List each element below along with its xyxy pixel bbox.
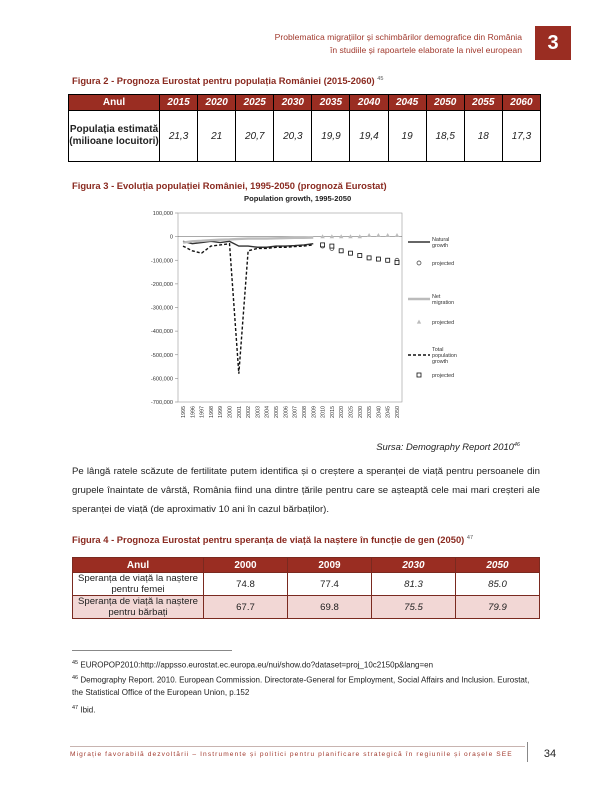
table-cell: 75.5 [372,596,456,619]
header-title-line1: Problematica migrațiilor și schimbărilor demografice din România [274,32,522,42]
x-tick-label: 2000 [227,406,234,418]
table-cell: 20,3 [274,111,312,162]
x-tick-label: 2009 [311,406,318,418]
population-forecast-table [68,94,541,162]
table-cell: 85.0 [456,573,540,596]
x-tick-label: 2005 [274,406,281,418]
data-point [348,251,352,255]
x-tick-label: 2045 [385,406,392,418]
x-tick-label: 2030 [357,406,364,418]
page-number: 34 [527,742,572,762]
x-tick-label: 2040 [376,406,383,418]
life-expectancy-table [72,557,540,619]
x-tick-label: 2008 [301,406,308,418]
table-cell: 81.3 [372,573,456,596]
table-cell: 21,3 [160,111,198,162]
footer-divider [70,746,525,747]
year-header: 2060 [502,95,540,111]
x-tick-label: 1997 [199,406,206,418]
chart-source [376,441,520,452]
chart-title: Population growth, 1995-2050 [244,194,352,203]
legend-label: projected [432,373,455,379]
year-header: 2025 [236,95,274,111]
year-header: 2030 [274,95,312,111]
y-tick-label: -200,000 [150,281,173,288]
table-cell: 67.7 [204,596,288,619]
table-cell: 19 [388,111,426,162]
row-label: Populația estimată (milioane locuitori) [69,111,160,162]
figure4-title-text: Figura 4 - Prognoza Eurostat pentru speranța de viață la naștere în funcție de gen (2050) [72,534,465,545]
x-tick-label: 2050 [395,406,401,418]
x-tick-label: 2035 [367,406,374,418]
year-column-header: Anul [73,558,204,573]
footnote-number: 46 [72,675,79,681]
x-tick-label: 2006 [283,406,290,418]
x-tick-label: 2010 [320,406,327,418]
data-point [330,244,334,248]
table-header-row [73,558,540,573]
year-column-header: Anul [69,95,160,111]
table-cell: 79.9 [456,596,540,619]
legend-swatch [417,373,421,377]
x-tick-label: 2025 [348,406,355,418]
figure2-title-text: Figura 2 - Prognoza Eurostat pentru populația României (2015-2060) [72,75,375,86]
footnote-number: 45 [72,660,79,666]
footnote-divider [72,650,232,651]
footnote-number: 47 [72,705,79,711]
table-row [73,596,540,619]
data-point [358,254,362,258]
y-tick-label: 0 [169,234,173,241]
figure4-footnote-ref: 47 [466,534,474,541]
legend-label: growth [432,359,449,365]
year-header: 2015 [160,95,198,111]
data-point [386,258,390,262]
y-tick-label: -700,000 [150,400,173,406]
chapter-number: 3 [535,26,571,60]
table-row [73,573,540,596]
row-label: Speranța de viață la naștere pentru bărbați [73,596,204,619]
data-point [321,243,325,247]
table-cell: 18 [464,111,502,162]
x-tick-label: 2003 [255,406,262,418]
footnote-text: Demography Report. 2010. European Commission. Directorate-General for Employment, Social Affairs and Inclusion. Eurostat, the Statistical Office of the European Union, p.152 [72,675,530,697]
year-header: 2040 [350,95,388,111]
legend-label: Natural [432,237,450,243]
table-cell: 21 [198,111,236,162]
x-tick-label: 1995 [181,406,187,418]
data-point [376,257,380,261]
year-header: 2030 [372,558,456,573]
table-cell: 74.8 [204,573,288,596]
x-tick-label: 2020 [339,406,346,418]
chart-source-footnote-ref: 46 [513,441,520,448]
x-tick-label: 1999 [218,406,225,418]
x-tick-label: 2001 [236,406,243,418]
y-tick-label: -300,000 [150,305,173,312]
table-row [69,111,541,162]
legend-swatch [417,320,421,324]
x-tick-label: 2007 [292,406,299,418]
y-tick-label: 100,000 [152,211,173,217]
table-cell: 77.4 [288,573,372,596]
x-tick-label: 2015 [329,406,336,418]
footnote-text: Ibid. [80,705,96,715]
figure2-footnote-ref: 45 [377,75,384,82]
year-header: 2050 [426,95,464,111]
table-cell: 19,4 [350,111,388,162]
year-header: 2035 [312,95,350,111]
population-growth-chart [130,205,470,435]
footnote [72,672,542,699]
year-header: 2050 [456,558,540,573]
legend-label: population [432,353,457,359]
figure4-title [72,534,473,545]
figure3-title: Figura 3 - Evoluția populației României, 1995-2050 (prognoză Eurostat) [72,180,387,191]
table-cell: 18,5 [426,111,464,162]
y-tick-label: -400,000 [150,329,173,336]
chart-source-text: Sursa: Demography Report 2010 [376,441,514,452]
data-point [339,249,343,253]
x-tick-label: 1998 [208,406,215,418]
table-header-row [69,95,541,111]
legend-label: projected [432,261,455,267]
x-tick-label: 2004 [264,406,271,418]
row-label: Speranța de viață la naștere pentru femei [73,573,204,596]
legend-label: Net [432,294,441,300]
y-tick-label: -600,000 [150,376,173,383]
legend-swatch [417,261,421,265]
table-cell: 17,3 [502,111,540,162]
data-point [367,256,371,260]
body-paragraph: Pe lângă ratele scăzute de fertilitate putem identifica și o creștere a speranței de viață pentru persoanele din grupele înaintate de vârstă, România fiind una dintre țările pentru care se așteaptă cele mai mari creșteri ale speranței de viață (de aproximativ 10 ani în cazul bărbaților). [72,466,540,515]
x-tick-label: 2002 [246,406,253,418]
year-header: 2055 [464,95,502,111]
y-tick-label: -500,000 [150,352,173,359]
x-tick-label: 1996 [190,406,197,418]
footnote-text: EUROPOP2010:http://appsso.eurostat.ec.europa.eu/nui/show.do?dataset=proj_10c2150p&lang=en [80,660,434,670]
header-title-line2: în studiile și rapoartele elaborate la nivel european [329,45,522,55]
table-cell: 20,7 [236,111,274,162]
data-point [395,261,399,265]
table-cell: 69.8 [288,596,372,619]
figure2-title [72,75,383,86]
footnote [72,657,542,672]
legend-label: growth [432,243,449,249]
year-header: 2000 [204,558,288,573]
y-tick-label: -100,000 [150,258,173,265]
table-cell: 19,9 [312,111,350,162]
year-header: 2009 [288,558,372,573]
footnote [72,702,542,717]
legend-label: projected [432,320,455,326]
year-header: 2020 [198,95,236,111]
legend-label: Total [432,347,444,353]
footer-text: Migrație favorabilă dezvoltării – Instrumente și politici pentru planificare strategică în regiunile și orașele SEE [70,751,513,758]
legend-label: migration [432,300,455,306]
year-header: 2045 [388,95,426,111]
